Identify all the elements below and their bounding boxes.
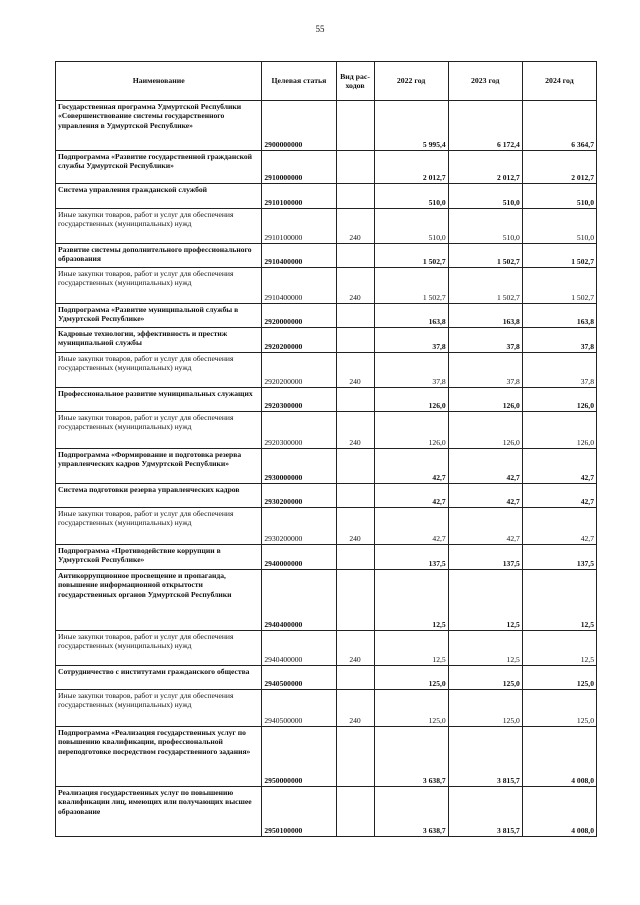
row-value-2022: 1 502,7 (374, 268, 448, 304)
row-name: Иные закупки товаров, работ и услуг для обеспечения государственных (муниципальных) нужд (56, 412, 262, 449)
row-value-2024: 6 364,7 (522, 101, 596, 151)
row-value-2022: 126,0 (374, 388, 448, 412)
row-expense-type: 240 (336, 412, 374, 449)
row-expense-type: 240 (336, 353, 374, 388)
row-value-2022: 2 012,7 (374, 151, 448, 184)
table-header-row (56, 62, 597, 101)
table-row (56, 412, 597, 449)
row-value-2023: 12,5 (448, 631, 522, 666)
row-value-2023: 42,7 (448, 508, 522, 545)
row-value-2024: 510,0 (522, 209, 596, 244)
row-target-article: 2910100000 (262, 184, 336, 209)
row-value-2023: 126,0 (448, 388, 522, 412)
row-value-2023: 42,7 (448, 449, 522, 484)
row-name: Кадровые технологии, эффективность и престиж муниципальной службы (56, 328, 262, 353)
row-expense-type (336, 184, 374, 209)
table-row (56, 151, 597, 184)
row-expense-type (336, 304, 374, 328)
table-row (56, 388, 597, 412)
row-value-2023: 37,8 (448, 353, 522, 388)
row-value-2022: 137,5 (374, 545, 448, 570)
row-name: Система управления гражданской службой (56, 184, 262, 209)
row-target-article: 2950000000 (262, 727, 336, 787)
row-value-2022: 163,8 (374, 304, 448, 328)
row-expense-type: 240 (336, 209, 374, 244)
header-name: Наименование (56, 62, 262, 101)
row-target-article: 2930200000 (262, 508, 336, 545)
table-row (56, 184, 597, 209)
row-value-2022: 1 502,7 (374, 244, 448, 268)
row-value-2023: 137,5 (448, 545, 522, 570)
row-value-2023: 42,7 (448, 484, 522, 508)
row-target-article: 2940500000 (262, 690, 336, 727)
row-value-2023: 1 502,7 (448, 268, 522, 304)
row-value-2023: 125,0 (448, 690, 522, 727)
row-value-2022: 125,0 (374, 690, 448, 727)
table-row (56, 508, 597, 545)
row-value-2024: 42,7 (522, 484, 596, 508)
row-value-2024: 4 008,0 (522, 727, 596, 787)
row-value-2024: 510,0 (522, 184, 596, 209)
row-name: Антикоррупционное просвещение и пропаганда, повышение информационной открытости государственных органов Удмуртской Республики (56, 570, 262, 631)
row-target-article: 2950100000 (262, 787, 336, 837)
row-name: Иные закупки товаров, работ и услуг для обеспечения государственных (муниципальных) нужд (56, 209, 262, 244)
table-row (56, 328, 597, 353)
table-row (56, 101, 597, 151)
row-name: Иные закупки товаров, работ и услуг для обеспечения государственных (муниципальных) нужд (56, 353, 262, 388)
row-name: Государственная программа Удмуртской Республики «Совершенствование системы государственного управления в Удмуртской Республике» (56, 101, 262, 151)
row-value-2024: 12,5 (522, 631, 596, 666)
row-value-2023: 12,5 (448, 570, 522, 631)
table-row (56, 631, 597, 666)
row-value-2024: 2 012,7 (522, 151, 596, 184)
row-value-2023: 6 172,4 (448, 101, 522, 151)
row-target-article: 2940000000 (262, 545, 336, 570)
header-2023: 2023 год (448, 62, 522, 101)
row-name: Иные закупки товаров, работ и услуг для обеспечения государственных (муниципальных) нужд (56, 268, 262, 304)
row-target-article: 2910000000 (262, 151, 336, 184)
row-value-2022: 37,8 (374, 353, 448, 388)
row-value-2023: 2 012,7 (448, 151, 522, 184)
row-value-2024: 163,8 (522, 304, 596, 328)
row-value-2022: 42,7 (374, 484, 448, 508)
row-value-2022: 125,0 (374, 666, 448, 690)
row-target-article: 2920200000 (262, 328, 336, 353)
row-value-2022: 12,5 (374, 570, 448, 631)
table-row (56, 244, 597, 268)
row-value-2024: 4 008,0 (522, 787, 596, 837)
table-body (56, 101, 597, 837)
row-name: Сотрудничество с институтами гражданского общества (56, 666, 262, 690)
row-target-article: 2920300000 (262, 388, 336, 412)
row-value-2023: 510,0 (448, 209, 522, 244)
row-value-2022: 37,8 (374, 328, 448, 353)
table-row (56, 545, 597, 570)
row-value-2024: 12,5 (522, 570, 596, 631)
row-expense-type (336, 244, 374, 268)
row-value-2023: 125,0 (448, 666, 522, 690)
row-value-2024: 1 502,7 (522, 244, 596, 268)
table-row (56, 268, 597, 304)
row-name: Иные закупки товаров, работ и услуг для обеспечения государственных (муниципальных) нужд (56, 508, 262, 545)
row-expense-type (336, 666, 374, 690)
row-target-article: 2900000000 (262, 101, 336, 151)
row-value-2022: 42,7 (374, 449, 448, 484)
row-expense-type (336, 388, 374, 412)
row-value-2024: 1 502,7 (522, 268, 596, 304)
row-name: Система подготовки резерва управленческих кадров (56, 484, 262, 508)
row-name: Подпрограмма «Противодействие коррупции в Удмуртской Республике» (56, 545, 262, 570)
row-expense-type (336, 570, 374, 631)
row-expense-type (336, 449, 374, 484)
row-target-article: 2920200000 (262, 353, 336, 388)
row-target-article: 2920000000 (262, 304, 336, 328)
table-row (56, 690, 597, 727)
row-expense-type (336, 328, 374, 353)
row-name: Иные закупки товаров, работ и услуг для обеспечения государственных (муниципальных) нужд (56, 631, 262, 666)
row-value-2022: 5 995,4 (374, 101, 448, 151)
row-value-2024: 125,0 (522, 690, 596, 727)
row-value-2023: 3 815,7 (448, 787, 522, 837)
row-value-2024: 137,5 (522, 545, 596, 570)
row-value-2024: 37,8 (522, 353, 596, 388)
row-expense-type (336, 545, 374, 570)
header-target-article: Целевая статья (262, 62, 336, 101)
row-name: Подпрограмма «Развитие государственной гражданской службы Удмуртской Республики» (56, 151, 262, 184)
row-target-article: 2940500000 (262, 666, 336, 690)
row-target-article: 2930000000 (262, 449, 336, 484)
row-expense-type: 240 (336, 268, 374, 304)
row-expense-type (336, 151, 374, 184)
row-value-2022: 510,0 (374, 184, 448, 209)
row-expense-type: 240 (336, 631, 374, 666)
row-value-2024: 126,0 (522, 388, 596, 412)
row-value-2024: 42,7 (522, 449, 596, 484)
row-expense-type (336, 484, 374, 508)
row-value-2022: 12,5 (374, 631, 448, 666)
row-value-2024: 37,8 (522, 328, 596, 353)
table-row (56, 666, 597, 690)
table-row (56, 353, 597, 388)
row-value-2022: 126,0 (374, 412, 448, 449)
row-value-2023: 37,8 (448, 328, 522, 353)
row-target-article: 2910100000 (262, 209, 336, 244)
row-value-2023: 126,0 (448, 412, 522, 449)
header-2024: 2024 год (522, 62, 596, 101)
row-name: Реализация государственных услуг по повышению квалификации лиц, имеющих или получающих высшее образование (56, 787, 262, 837)
row-value-2023: 510,0 (448, 184, 522, 209)
row-name: Иные закупки товаров, работ и услуг для обеспечения государственных (муниципальных) нужд (56, 690, 262, 727)
table-row (56, 484, 597, 508)
row-expense-type: 240 (336, 508, 374, 545)
row-value-2023: 3 815,7 (448, 727, 522, 787)
row-target-article: 2910400000 (262, 244, 336, 268)
row-name: Профессиональное развитие муниципальных служащих (56, 388, 262, 412)
row-value-2022: 3 638,7 (374, 787, 448, 837)
budget-table (55, 61, 597, 837)
row-name: Развитие системы дополнительного профессионального образования (56, 244, 262, 268)
row-name: Подпрограмма «Формирование и подготовка резерва управленческих кадров Удмуртской Республики» (56, 449, 262, 484)
row-expense-type (336, 787, 374, 837)
row-value-2023: 1 502,7 (448, 244, 522, 268)
row-value-2023: 163,8 (448, 304, 522, 328)
row-value-2022: 3 638,7 (374, 727, 448, 787)
table-row (56, 787, 597, 837)
table-row (56, 727, 597, 787)
row-expense-type: 240 (336, 690, 374, 727)
page-number: 55 (315, 24, 325, 34)
row-target-article: 2940400000 (262, 570, 336, 631)
row-value-2022: 42,7 (374, 508, 448, 545)
table-row (56, 209, 597, 244)
row-expense-type (336, 727, 374, 787)
row-value-2024: 126,0 (522, 412, 596, 449)
row-target-article: 2910400000 (262, 268, 336, 304)
header-2022: 2022 год (374, 62, 448, 101)
table-row (56, 570, 597, 631)
row-target-article: 2920300000 (262, 412, 336, 449)
row-target-article: 2930200000 (262, 484, 336, 508)
row-name: Подпрограмма «Развитие муниципальной службы в Удмуртской Республике» (56, 304, 262, 328)
header-expense-type: Вид рас-ходов (336, 62, 374, 101)
row-value-2024: 125,0 (522, 666, 596, 690)
row-target-article: 2940400000 (262, 631, 336, 666)
table-row (56, 304, 597, 328)
row-value-2022: 510,0 (374, 209, 448, 244)
table-row (56, 449, 597, 484)
row-expense-type (336, 101, 374, 151)
row-value-2024: 42,7 (522, 508, 596, 545)
row-name: Подпрограмма «Реализация государственных услуг по повышению квалификации, профессиональной переподготовке посредством государственного задания» (56, 727, 262, 787)
